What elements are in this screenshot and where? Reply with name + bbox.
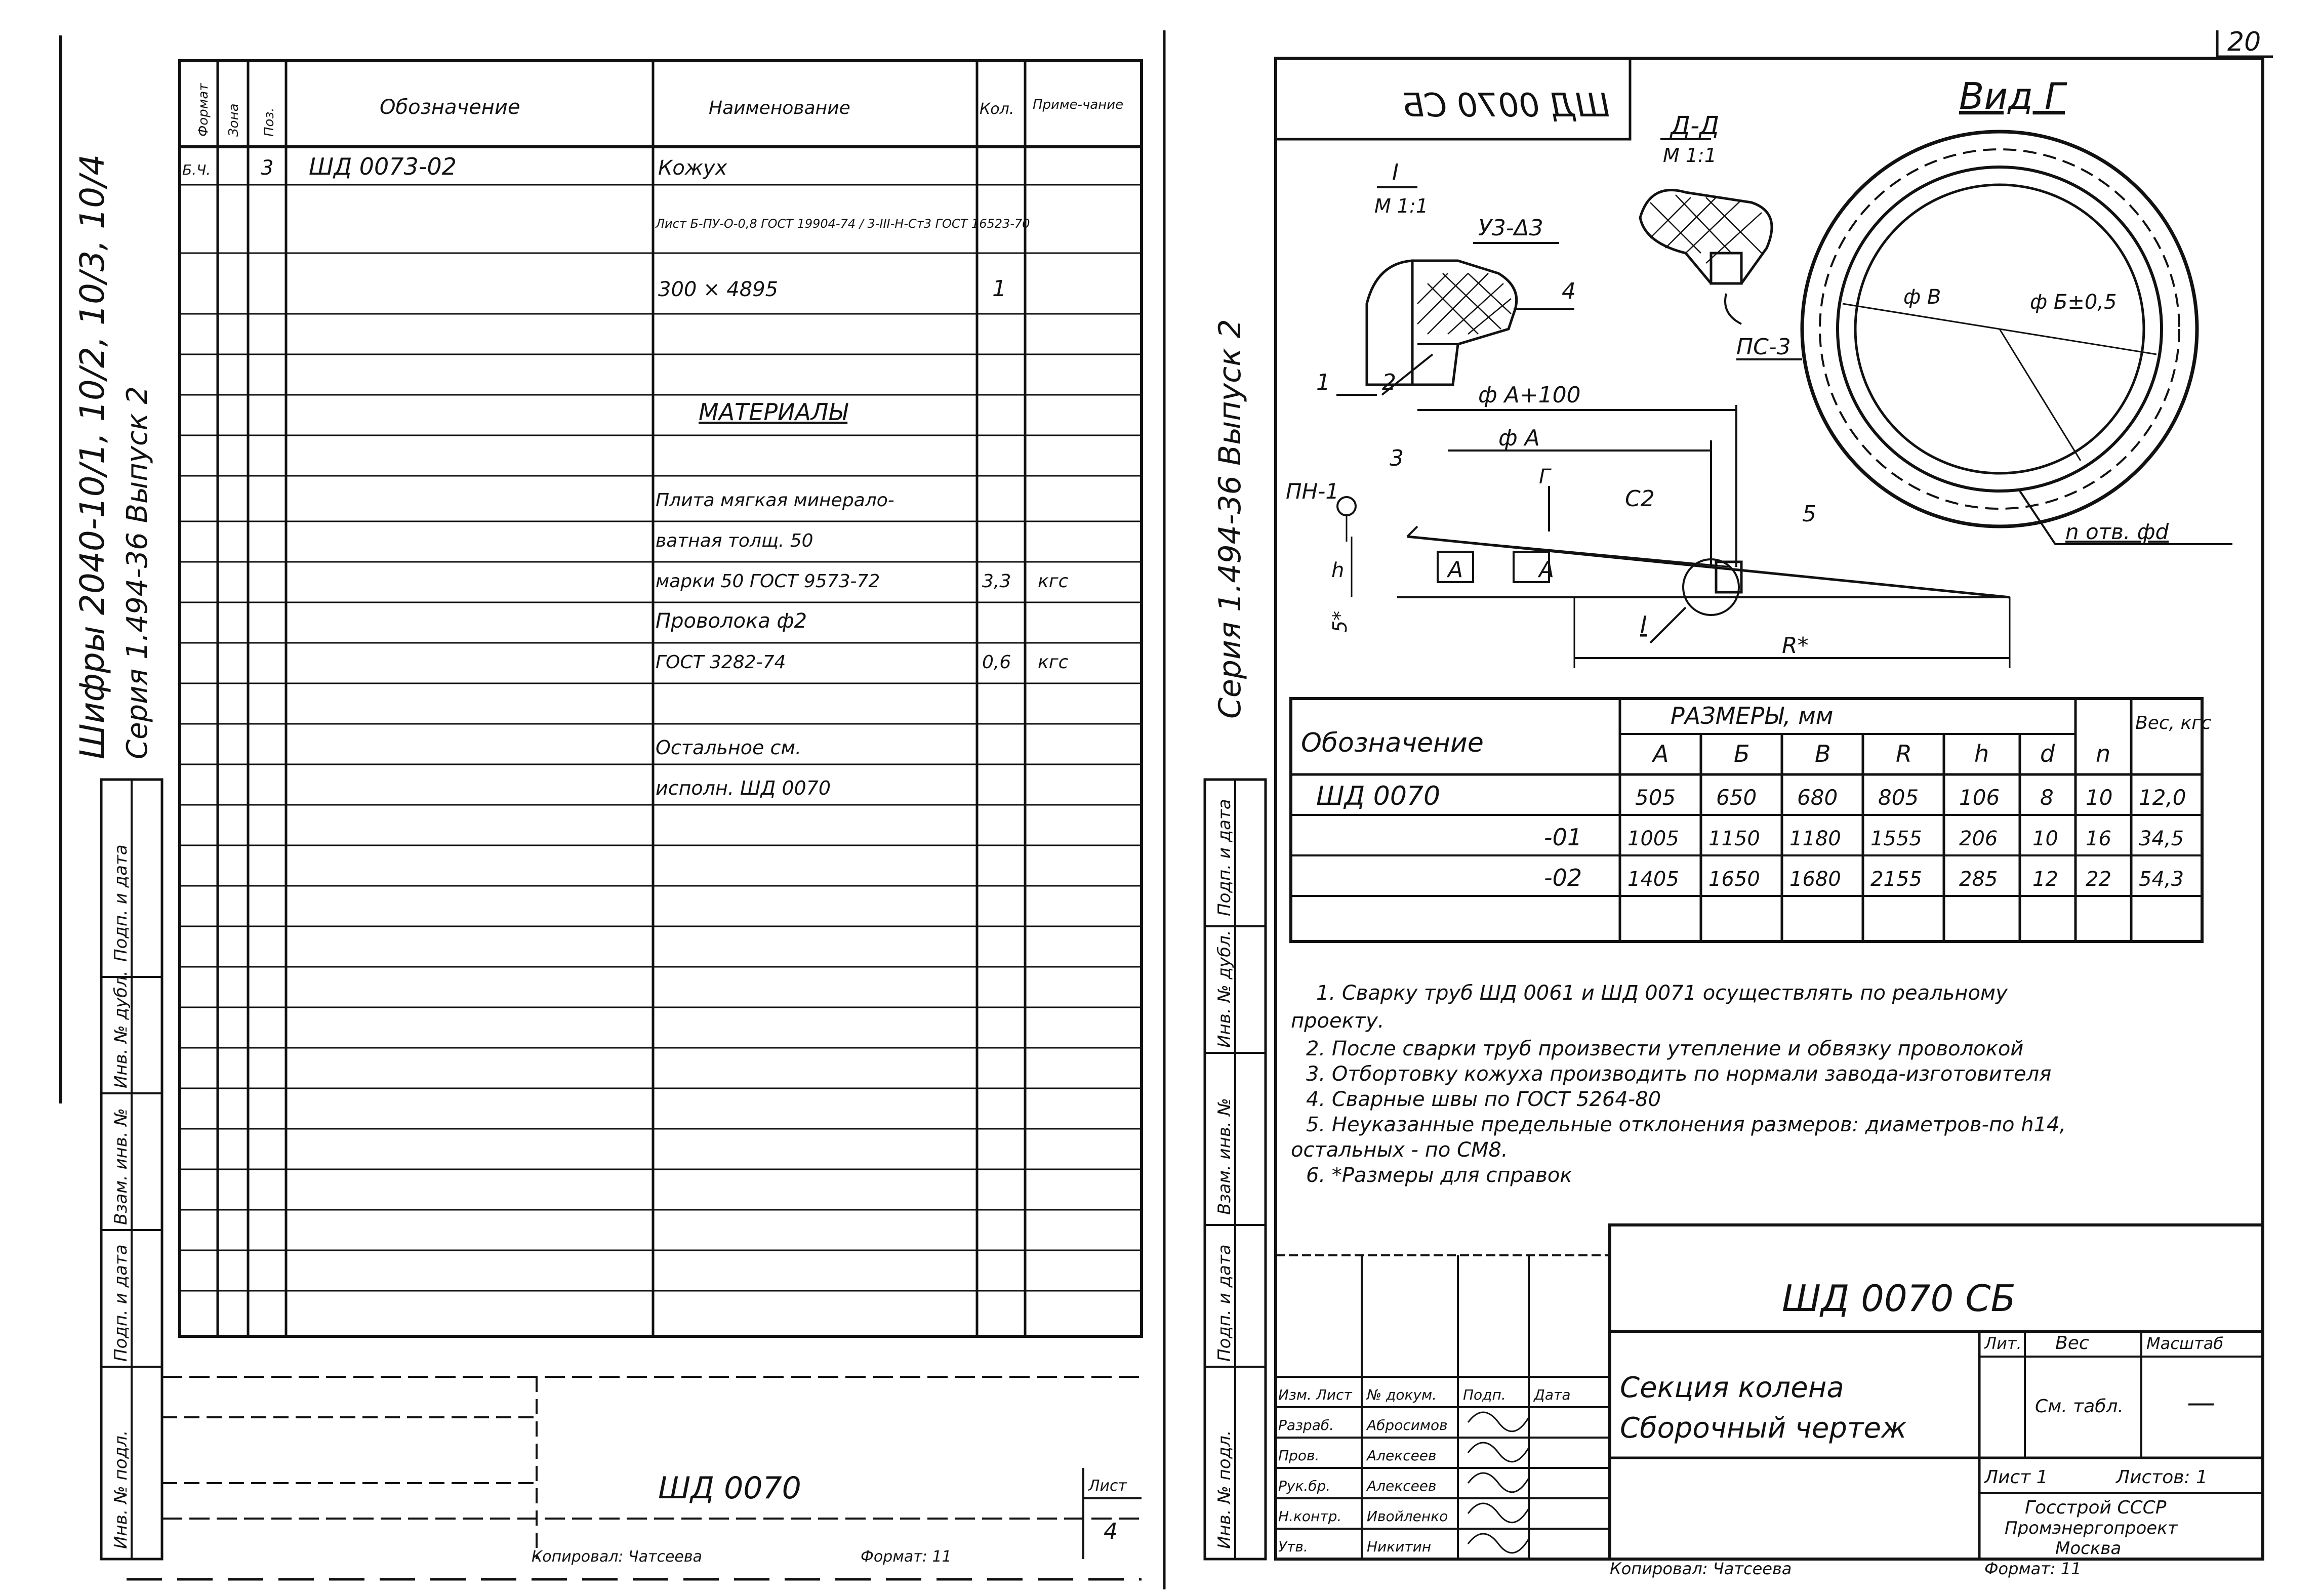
spec-row-4-name: МАТЕРИАЛЫ bbox=[699, 398, 848, 426]
left-side-label-4: Подп. и дата bbox=[111, 1244, 131, 1362]
spec-row-10-name: ГОСТ 3282-74 bbox=[656, 652, 786, 673]
section-i-weld: У3-Δ3 bbox=[1478, 215, 1543, 241]
callout-a-left: А bbox=[1448, 557, 1463, 583]
spec-row-12-name: Остальное см. bbox=[656, 736, 802, 759]
spec-row-0-designation: ШД 0073-02 bbox=[309, 153, 457, 180]
section-dd-scale: М 1:1 bbox=[1663, 144, 1717, 167]
dim-row-1-w: 34,5 bbox=[2139, 827, 2184, 850]
callout-h: h bbox=[1331, 559, 1345, 582]
dim-row-0-v: 680 bbox=[1797, 785, 1838, 810]
callout-g: Г bbox=[1539, 465, 1551, 488]
dim-table-col-weight: Вес, кгс bbox=[2135, 713, 2211, 733]
elevation-view bbox=[1286, 382, 2010, 668]
right-side-label-4: Подп. и дата bbox=[1214, 1244, 1235, 1362]
dim-row-1-n: 16 bbox=[2086, 827, 2111, 850]
title-sheet: Лист 1 bbox=[1984, 1467, 2048, 1488]
right-side-label-2: Инв. № дубл. bbox=[1214, 930, 1235, 1048]
dimension-table bbox=[1291, 699, 2211, 942]
left-footer-left: Копировал: Чатсеева bbox=[532, 1548, 702, 1566]
dim-row-0-n: 10 bbox=[2086, 785, 2113, 810]
stamp-row-1-name: Абросимов bbox=[1367, 1417, 1448, 1434]
dim-row-0-w: 12,0 bbox=[2139, 785, 2186, 810]
dim-table-col-b: Б bbox=[1734, 740, 1750, 767]
section-dd-weld: ПС-3 bbox=[1736, 334, 1791, 360]
dim-row-0-a: 505 bbox=[1635, 785, 1676, 810]
section-dd-label: Д-Д bbox=[1671, 111, 1720, 140]
note-5b: остальных - по СМ8. bbox=[1291, 1138, 1508, 1162]
dim-table-col-d: d bbox=[2040, 740, 2055, 767]
section-i-part-2: 2 bbox=[1382, 370, 1396, 395]
spec-row-6-name: Плита мягкая минерало- bbox=[656, 490, 894, 511]
spec-row-0-name: Кожух bbox=[658, 156, 727, 180]
note-6: 6. *Размеры для справок bbox=[1306, 1164, 1572, 1187]
dim-row-1-d: 10 bbox=[2032, 827, 2058, 850]
spec-header-qty: Кол. bbox=[980, 100, 1014, 118]
dim-row-0-b: 650 bbox=[1716, 785, 1757, 810]
left-doc-number: ШД 0070 bbox=[658, 1470, 801, 1506]
title-mass-label: Вес bbox=[2055, 1333, 2089, 1354]
section-i-scale: М 1:1 bbox=[1374, 195, 1429, 217]
callout-c2: С2 bbox=[1625, 486, 1655, 512]
section-i-part-4: 4 bbox=[1562, 278, 1576, 304]
title-name-2: Сборочный чертеж bbox=[1620, 1412, 1907, 1445]
dim-table-col-header: Обозначение bbox=[1301, 728, 1484, 758]
dim-table-col-r: R bbox=[1896, 740, 1912, 767]
stamp-row-4-role: Рук.бр. bbox=[1278, 1478, 1331, 1494]
left-side-label-3: Взам. инв. № bbox=[111, 1108, 131, 1225]
stamp-row-5-role: Н.контр. bbox=[1278, 1508, 1342, 1525]
spec-row-10-qty: 0,6 bbox=[982, 652, 1011, 673]
stamp-row-4-name: Алексеев bbox=[1367, 1478, 1437, 1494]
view-g-title: Вид Г bbox=[1959, 75, 2065, 117]
stamp-row-0-date: Дата bbox=[1534, 1386, 1571, 1403]
stamp-row-2-name: Алексеев bbox=[1367, 1447, 1437, 1464]
stamp-row-0-role: Изм. Лист bbox=[1278, 1386, 1352, 1403]
stamp-row-6-name: Никитин bbox=[1367, 1538, 1432, 1555]
right-footer-left: Копировал: Чатсеева bbox=[1610, 1559, 1792, 1578]
dim-row-0-r: 805 bbox=[1878, 785, 1919, 810]
page-number-box bbox=[2217, 27, 2273, 57]
spec-header-name: Наименование bbox=[709, 98, 850, 118]
margin-codes-text: Шифры 2040-10/1, 10/2, 10/3, 10/4 bbox=[73, 154, 112, 759]
title-name-1: Секция колена bbox=[1620, 1371, 1844, 1404]
left-margin-codes bbox=[73, 154, 154, 759]
callout-i: I bbox=[1640, 611, 1647, 638]
dim-row-2-n: 22 bbox=[2086, 868, 2111, 891]
note-3: 3. Отбортовку кожуха производить по нормали завода-изготовителя bbox=[1306, 1062, 2052, 1086]
spec-row-8-name: марки 50 ГОСТ 9573-72 bbox=[656, 571, 880, 592]
title-scale-value: — bbox=[2187, 1386, 2215, 1419]
callout-a-right: А bbox=[1539, 557, 1555, 583]
dim-table-group-header: РАЗМЕРЫ, мм bbox=[1671, 702, 1834, 729]
dim-row-2-designation: -02 bbox=[1544, 864, 1582, 891]
dim-row-2-h: 285 bbox=[1959, 868, 1998, 891]
left-sheet-number: 4 bbox=[1104, 1519, 1118, 1544]
spec-row-8-qty: 3,3 bbox=[982, 571, 1011, 592]
title-sheets: Листов: 1 bbox=[2116, 1467, 2208, 1488]
page-number: 20 bbox=[2227, 27, 2261, 57]
dim-row-1-v: 1180 bbox=[1789, 827, 1841, 850]
left-side-label-2: Инв. № дубл. bbox=[111, 970, 131, 1088]
callout-5: 5 bbox=[1802, 501, 1816, 527]
callout-r: R* bbox=[1782, 633, 1809, 659]
dim-table-col-n: n bbox=[2096, 740, 2111, 767]
section-i-label: I bbox=[1392, 159, 1399, 185]
left-footer-right: Формат: 11 bbox=[861, 1548, 952, 1566]
section-i bbox=[1316, 159, 1576, 395]
left-sheet-label: Лист bbox=[1088, 1477, 1127, 1495]
spec-row-9-name: Проволока ф2 bbox=[656, 609, 807, 633]
dim-row-2-v: 1680 bbox=[1789, 868, 1841, 891]
stamp-row-6-role: Утв. bbox=[1278, 1538, 1308, 1555]
spec-header-format: Формат bbox=[196, 83, 211, 137]
margin-series-text: Серия 1.494-36 Выпуск 2 bbox=[121, 386, 154, 759]
spec-row-0-pos: 3 bbox=[261, 156, 274, 180]
dim-row-1-r: 1555 bbox=[1870, 827, 1922, 850]
view-g bbox=[1802, 75, 2232, 544]
title-org-2: Промэнергопроект bbox=[2005, 1518, 2178, 1538]
dim-row-2-r: 2155 bbox=[1870, 868, 1922, 891]
note-4: 4. Сварные швы по ГОСТ 5264-80 bbox=[1306, 1088, 1661, 1111]
title-org-1: Госстрой СССР bbox=[2025, 1497, 2167, 1518]
dim-row-0-h: 106 bbox=[1959, 785, 2000, 810]
title-block bbox=[1276, 1225, 2263, 1578]
spec-header-zone: Зона bbox=[226, 103, 241, 137]
right-side-label-3: Взам. инв. № bbox=[1214, 1098, 1235, 1215]
spec-header-pos: Поз. bbox=[262, 107, 277, 137]
dim-table-col-h: h bbox=[1974, 740, 1989, 767]
note-1b: проекту. bbox=[1291, 1009, 1385, 1033]
notes bbox=[1291, 981, 2066, 1187]
dim-row-1-b: 1150 bbox=[1708, 827, 1760, 850]
stamp-row-1-role: Разраб. bbox=[1278, 1417, 1334, 1434]
stamp-row-0-sign: Подп. bbox=[1463, 1386, 1506, 1403]
dim-holes: n отв. фd bbox=[2065, 519, 2169, 544]
stamp-row-0-name: № докум. bbox=[1367, 1386, 1437, 1403]
dim-row-1-designation: -01 bbox=[1544, 824, 1582, 851]
mirrored-stamp bbox=[1276, 58, 1630, 139]
right-side-label-5: Инв. № подл. bbox=[1214, 1430, 1235, 1549]
dim-table-col-a: А bbox=[1653, 740, 1669, 767]
dim-phi-b: ф В bbox=[1903, 285, 1941, 309]
dim-phi-b-tol: ф Б±0,5 bbox=[2030, 291, 2117, 314]
spec-row-10-note: кгс bbox=[1038, 652, 1069, 673]
dim-row-1-a: 1005 bbox=[1627, 827, 1679, 850]
right-margin-series bbox=[1212, 319, 1248, 719]
dim-a: ф А bbox=[1498, 425, 1540, 451]
spec-row-0-format: Б.Ч. bbox=[182, 161, 211, 178]
spec-table bbox=[180, 61, 1142, 1336]
left-side-label-5: Инв. № подл. bbox=[111, 1430, 131, 1549]
spec-row-2-qty: 1 bbox=[992, 276, 1006, 302]
spec-row-8-note: кгс bbox=[1038, 571, 1069, 592]
title-lit-label: Лит. bbox=[1984, 1334, 2022, 1353]
left-title-block bbox=[127, 1377, 1142, 1579]
mirrored-stamp-text: ШД 0070 СБ bbox=[1402, 87, 1610, 125]
spec-header-designation: Обозначение bbox=[380, 96, 520, 119]
right-series-text: Серия 1.494-36 Выпуск 2 bbox=[1212, 319, 1248, 719]
dim-row-2-a: 1405 bbox=[1627, 868, 1679, 891]
dim-row-1-h: 206 bbox=[1959, 827, 1998, 850]
section-i-part-1: 1 bbox=[1316, 370, 1330, 395]
callout-5star: 5* bbox=[1329, 610, 1351, 633]
title-doc-code: ШД 0070 СБ bbox=[1782, 1277, 2016, 1320]
right-side-stamp bbox=[1205, 780, 1266, 1559]
spec-row-13-name: исполн. ШД 0070 bbox=[656, 777, 831, 799]
dim-a-plus-100: ф А+100 bbox=[1478, 382, 1581, 408]
spec-row-1-name: Лист Б-ПУ-О-0,8 ГОСТ 19904-74 / 3-III-Н-Ст3 ГОСТ 16523-70 bbox=[656, 217, 1030, 231]
spec-header-note: Приме-чание bbox=[1033, 97, 1124, 112]
right-side-label-1: Подп. и дата bbox=[1214, 799, 1235, 916]
left-side-label-1: Подп. и дата bbox=[111, 844, 131, 962]
section-dd bbox=[1640, 111, 1802, 360]
left-side-stamp bbox=[101, 780, 162, 1559]
title-mass-value: См. табл. bbox=[2035, 1396, 2124, 1417]
note-5: 5. Неуказанные предельные отклонения размеров: диаметров-по h14, bbox=[1306, 1113, 2066, 1136]
note-2: 2. После сварки труб произвести утепление и обвязку проволокой bbox=[1306, 1037, 2024, 1060]
dim-row-2-b: 1650 bbox=[1708, 868, 1760, 891]
spec-row-7-name: ватная толщ. 50 bbox=[656, 530, 813, 551]
dim-row-0-designation: ШД 0070 bbox=[1316, 781, 1441, 811]
dim-row-0-d: 8 bbox=[2040, 785, 2054, 810]
dim-table-col-v: В bbox=[1815, 740, 1831, 767]
stamp-row-2-role: Пров. bbox=[1278, 1447, 1320, 1464]
stamp-row-5-name: Ивойленко bbox=[1367, 1508, 1448, 1525]
callout-3: 3 bbox=[1390, 445, 1404, 471]
dim-row-2-w: 54,3 bbox=[2139, 868, 2184, 891]
title-org-3: Москва bbox=[2055, 1538, 2122, 1559]
dim-row-2-d: 12 bbox=[2032, 868, 2058, 891]
right-footer-right: Формат: 11 bbox=[1984, 1559, 2082, 1578]
note-1: 1. Сварку труб ШД 0061 и ШД 0071 осуществлять по реальному bbox=[1316, 981, 2008, 1005]
title-scale-label: Масштаб bbox=[2146, 1334, 2224, 1353]
spec-row-2-name: 300 × 4895 bbox=[658, 278, 779, 301]
callout-pn1: ПН-1 bbox=[1286, 479, 1339, 504]
